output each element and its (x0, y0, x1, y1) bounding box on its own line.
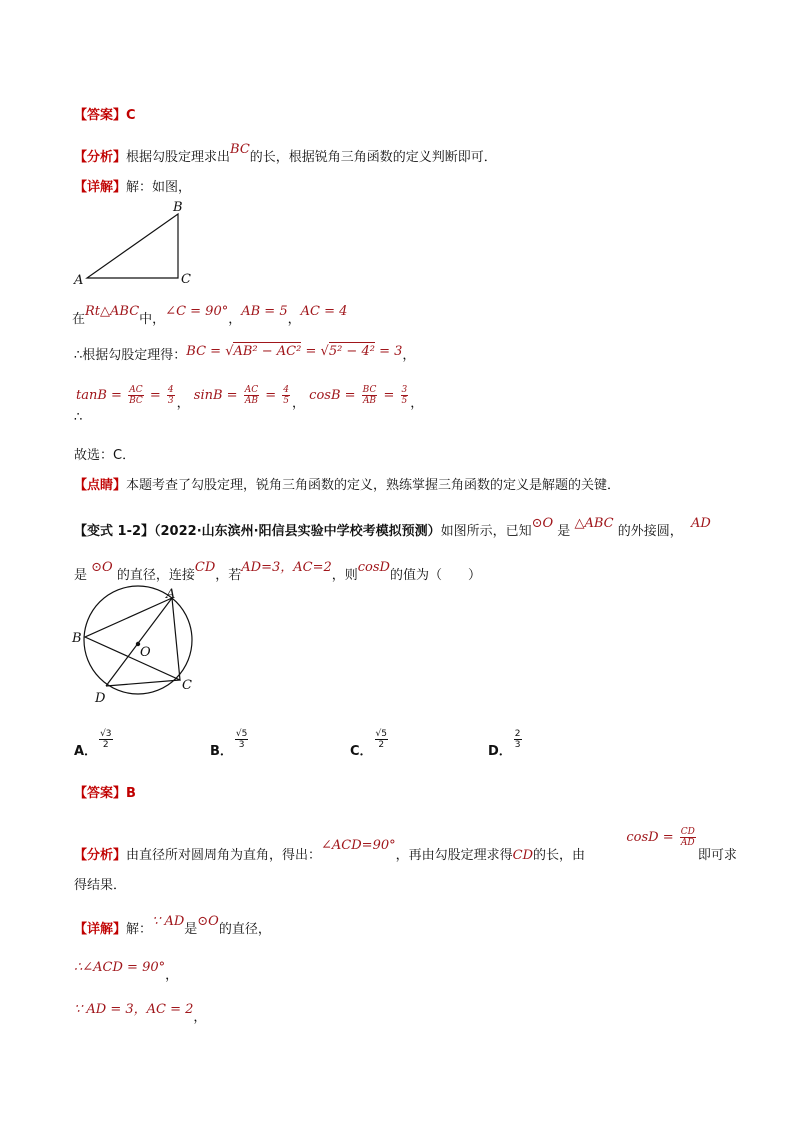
comment-tag: 【点睛】 (74, 478, 127, 493)
den: AB (362, 396, 377, 406)
analysis-line-2 (74, 826, 737, 863)
pyth-result: = 3 (374, 344, 403, 359)
answer-line-2 (74, 782, 136, 801)
den: 2 (378, 740, 385, 750)
num: 2 (514, 729, 521, 739)
q-ad: AD (691, 516, 711, 531)
label-b: B (72, 631, 82, 646)
diameter-ad (106, 598, 172, 686)
analysis-angle: ∠ACD=90° (321, 838, 396, 853)
q-text: 的值为（ ） (389, 568, 481, 583)
answer-value: B (126, 786, 136, 801)
label-a: A (74, 273, 84, 288)
label-o: O (140, 645, 151, 660)
den: 2 (102, 740, 109, 750)
q-circle-2: ⊙O (91, 560, 113, 575)
den: 5 (401, 396, 408, 406)
given-ac: AC = 4 (300, 304, 348, 319)
comma: ， (193, 1010, 207, 1025)
q-values: AD=3，AC=2 (241, 560, 332, 575)
q-text: ，若 (215, 568, 242, 583)
trig-line (76, 384, 424, 411)
detail-line-2 (74, 910, 271, 937)
analysis-text: 即可求 (697, 848, 737, 863)
cos-result (401, 385, 409, 406)
pyth-radicand-2: 5² − 4² (328, 344, 375, 359)
option-frac (235, 729, 248, 750)
cos-name: cosB = (309, 388, 360, 403)
option-label: B． (210, 744, 233, 759)
option-label: D． (488, 744, 512, 759)
sqrt-icon: √ (320, 344, 329, 359)
num: AC (244, 385, 259, 395)
option-frac (375, 729, 388, 750)
answer-line-1 (74, 104, 136, 123)
option-c[interactable] (350, 728, 390, 759)
den: 3 (514, 740, 521, 750)
analysis-line-1 (74, 142, 497, 165)
triangle-abc (87, 214, 178, 278)
question-tag: 【变式 1-2】 (74, 524, 155, 539)
analysis-cd: CD (512, 848, 534, 863)
label-c: C (181, 272, 191, 287)
num: BC (362, 385, 377, 395)
den: AB (244, 396, 258, 406)
num: √5 (375, 729, 388, 739)
analysis-text: 得结果． (74, 878, 127, 893)
analysis-line-2b (74, 874, 126, 893)
comment-line (74, 474, 620, 493)
sin-name: sinB = (193, 388, 242, 403)
detail-tag: 【详解】 (74, 922, 127, 937)
num: √5 (235, 729, 248, 739)
answer-tag: 【答案】 (74, 786, 127, 801)
option-label: A． (74, 744, 98, 759)
analysis-cos: cosD = (626, 830, 678, 845)
num: 4 (283, 385, 290, 395)
option-frac (514, 729, 522, 750)
pythagoras-line (74, 340, 416, 363)
analysis-post: 的长，根据锐角三角函数的定义判断即可． (249, 150, 497, 165)
given-zhong: 中， (139, 312, 166, 327)
num: √3 (100, 729, 112, 739)
acd-line (74, 956, 179, 983)
pyth-lhs: BC = (186, 344, 226, 359)
sep: ， (228, 312, 242, 327)
answer-tag: 【答案】 (74, 108, 127, 123)
cos-frac (362, 385, 378, 406)
num: 4 (167, 385, 174, 395)
q-text: 是 (74, 568, 88, 583)
comma: ， (292, 396, 306, 411)
given-line (72, 300, 348, 327)
q-text: 的外接圆， (617, 524, 683, 539)
comma: ， (402, 348, 416, 363)
q-triangle: △ABC (574, 516, 614, 531)
tan-num: AC (129, 385, 143, 395)
because-symbol: ∵ (152, 914, 161, 929)
comma: ， (165, 968, 179, 983)
segment-cd (106, 680, 180, 686)
given-rt: Rt△ABC (85, 304, 140, 319)
label-b: B (173, 200, 183, 215)
detail-tag: 【详解】 (74, 180, 127, 195)
q-text: ，则 (331, 568, 358, 583)
question-line-1 (74, 512, 711, 539)
tan-den: BC (129, 396, 143, 406)
question-line-2 (74, 556, 481, 583)
q-cosd: cosD (357, 560, 390, 575)
analysis-frac (680, 827, 696, 848)
detail-circle: ⊙O (197, 914, 219, 929)
sep: ， (287, 312, 301, 327)
comma: ， (410, 396, 424, 411)
detail-line-1 (74, 176, 191, 195)
analysis-text: 由直径所对圆周角为直角，得出： (126, 848, 322, 863)
sin-frac (244, 385, 259, 406)
option-frac (99, 729, 112, 750)
given-values: ∵ AD = 3，AC = 2 (74, 1002, 194, 1017)
sin-result (282, 385, 290, 406)
comma: ， (176, 396, 190, 411)
given-line-2 (74, 998, 207, 1025)
den: 5 (283, 396, 290, 406)
option-a[interactable] (74, 728, 115, 759)
analysis-pre: 根据勾股定理求出 (126, 150, 231, 165)
answer-value: C (126, 108, 136, 123)
question-source: （2022·山东滨州·阳信县实验中学校考模拟预测） (154, 524, 441, 539)
detail-text: 是 (184, 922, 198, 937)
den: 3 (238, 740, 245, 750)
analysis-bc: BC (230, 142, 250, 157)
circle-figure (68, 582, 208, 710)
right-triangle-figure (70, 196, 210, 290)
comment-text: 本题考查了勾股定理，锐角三角函数的定义，熟练掌握三角函数的定义是解题的关键． (126, 478, 621, 493)
num: 3 (401, 385, 408, 395)
detail-text: 解：如图， (126, 180, 192, 195)
analysis-tag: 【分析】 (74, 150, 127, 165)
analysis-text: ，再由勾股定理求得 (395, 848, 513, 863)
eq: = (261, 388, 281, 403)
den: AD (680, 838, 695, 848)
tan-frac (128, 385, 144, 406)
q-circle: ⊙O (531, 516, 554, 531)
label-d: D (95, 691, 106, 706)
detail-text: 解： (126, 922, 153, 937)
q-cd: CD (194, 560, 216, 575)
acd-eq: ∴∠ACD = 90° (74, 960, 166, 975)
triangle-abc (85, 598, 180, 680)
analysis-tag: 【分析】 (74, 848, 127, 863)
given-ab: AB = 5 (241, 304, 288, 319)
tan-result (167, 385, 175, 406)
sqrt-icon: √ (225, 344, 234, 359)
pyth-pre: ∴根据勾股定理得： (74, 348, 187, 363)
label-c: C (182, 678, 192, 693)
eq: = (145, 388, 165, 403)
analysis-text: 的长，由 (533, 848, 586, 863)
den: 3 (167, 396, 174, 406)
option-label: C． (350, 744, 373, 759)
choose-line (74, 444, 135, 463)
q-text: 是 (557, 524, 571, 539)
option-b[interactable] (210, 728, 250, 759)
tan-name: tanB = (76, 388, 127, 403)
pyth-radicand-1: AB² − AC² (233, 344, 302, 359)
q-text: 的直径，连接 (116, 568, 195, 583)
detail-text: 的直径， (218, 922, 271, 937)
detail-ad: AD (164, 914, 185, 929)
therefore-symbol: ∴ (74, 410, 83, 425)
choose-text: 故选：C． (74, 448, 136, 463)
q-text: 如图所示，已知 (440, 524, 532, 539)
given-angle: ∠C = 90° (165, 304, 229, 319)
option-d[interactable] (488, 728, 524, 759)
given-pre: 在 (72, 312, 86, 327)
num: CD (680, 827, 695, 837)
eq: = (301, 344, 321, 359)
eq: = (379, 388, 399, 403)
label-a: A (166, 587, 176, 602)
